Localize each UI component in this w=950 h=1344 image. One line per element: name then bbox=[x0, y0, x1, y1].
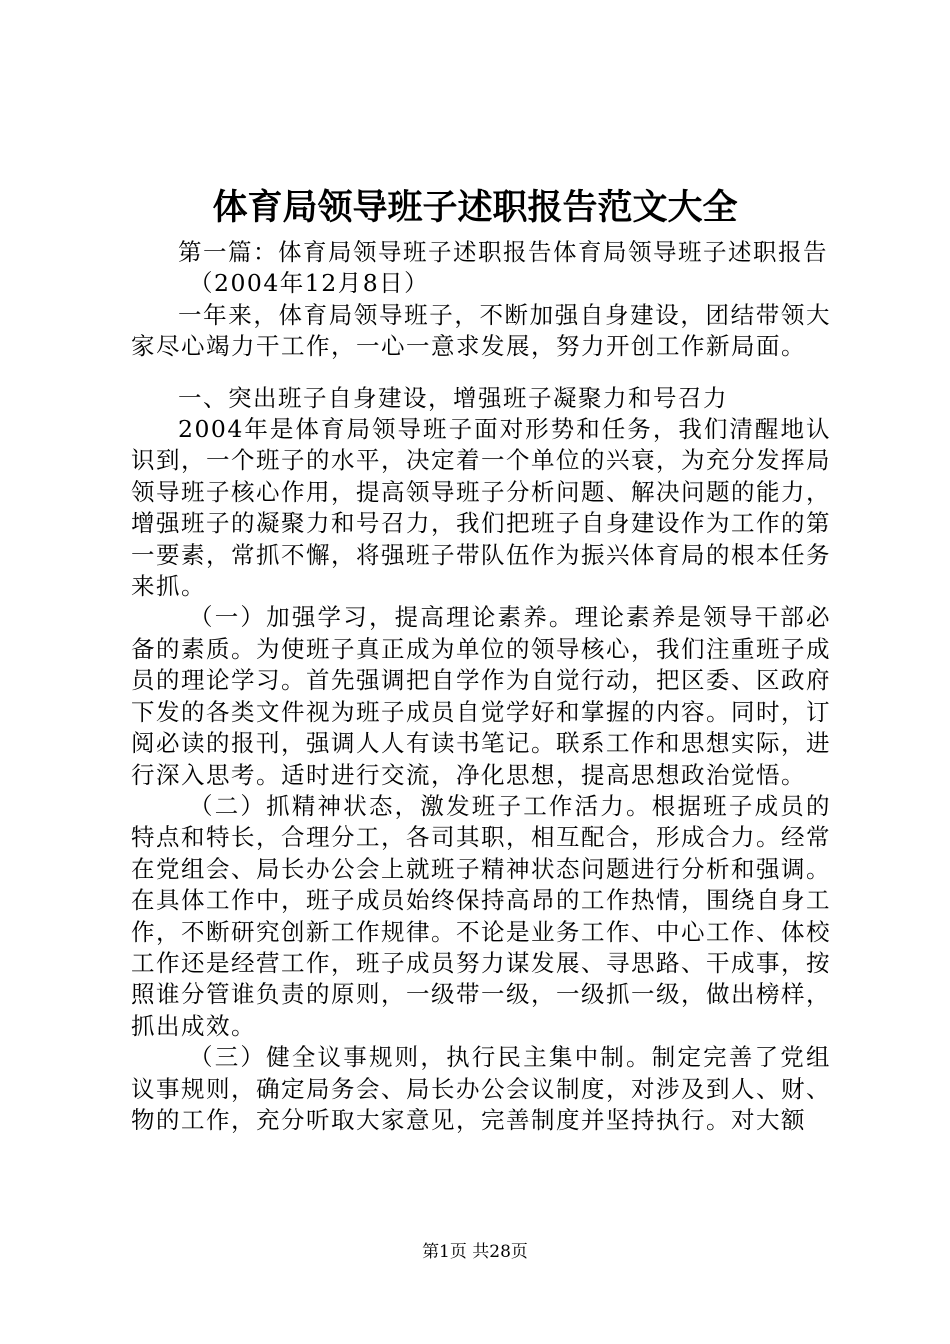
paragraph-intro: 一年来，体育局领导班子，不断加强自身建设，团结带领大家尽心竭力干工作，一心一意求发展，努力开创工作新局面。 bbox=[131, 300, 831, 361]
document-title: 体育局领导班子述职报告范文大全 bbox=[212, 187, 738, 228]
paragraph-date: （2004年12月8日） bbox=[189, 269, 430, 298]
paragraph-part-heading: 第一篇：体育局领导班子述职报告体育局领导班子述职报告 bbox=[178, 238, 828, 266]
section-heading-1: 一、突出班子自身建设，增强班子凝聚力和号召力 bbox=[178, 383, 728, 412]
paragraph-section-1: 2004年是体育局领导班子面对形势和任务，我们清醒地认识到，一个班子的水平，决定着一个单位的兴衰，为充分发挥局领导班子核心作用，提高领导班子分析问题、解决问题的能力，增强班子的凝聚力和号召力，我们把班子自身建设作为工作的第一要素，常抓不懈，将强班子带队伍作为振兴体育局的根本任务来抓。 bbox=[131, 415, 831, 601]
paragraph-subsection-2: （二）抓精神状态，激发班子工作活力。根据班子成员的特点和特长，合理分工，各司其职，相互配合，形成合力。经常在党组会、局长办公会上就班子精神状态问题进行分析和强调。在具体工作中，班子成员始终保持高昂的工作热情，围绕自身工作，不断研究创新工作规律。不论是业务工作、中心工作、体校工作还是经营工作，班子成员努力谋发展、寻思路、干成事，按照谁分管谁负责的原则，一级带一级，一级抓一级，做出榜样，抓出成效。 bbox=[131, 791, 831, 1040]
document-body bbox=[131, 237, 831, 1136]
paragraph-subsection-1: （一）加强学习，提高理论素养。理论素养是领导干部必备的素质。为使班子真正成为单位的领导核心，我们注重班子成员的理论学习。首先强调把自学作为自觉行动，把区委、区政府下发的各类文件视为班子成员自觉学好和掌握的内容。同时，订阅必读的报刊，强调人人有读书笔记。联系工作和思想实际，进行深入思考。适时进行交流，净化思想，提高思想政治觉悟。 bbox=[131, 603, 831, 789]
paragraph-subsection-3: （三）健全议事规则，执行民主集中制。制定完善了党组议事规则，确定局务会、局长办公会议制度，对涉及到人、财、物的工作，充分听取大家意见，完善制度并坚持执行。对大额 bbox=[131, 1043, 831, 1134]
page-footer: 第1页 共28页 bbox=[422, 1242, 528, 1262]
